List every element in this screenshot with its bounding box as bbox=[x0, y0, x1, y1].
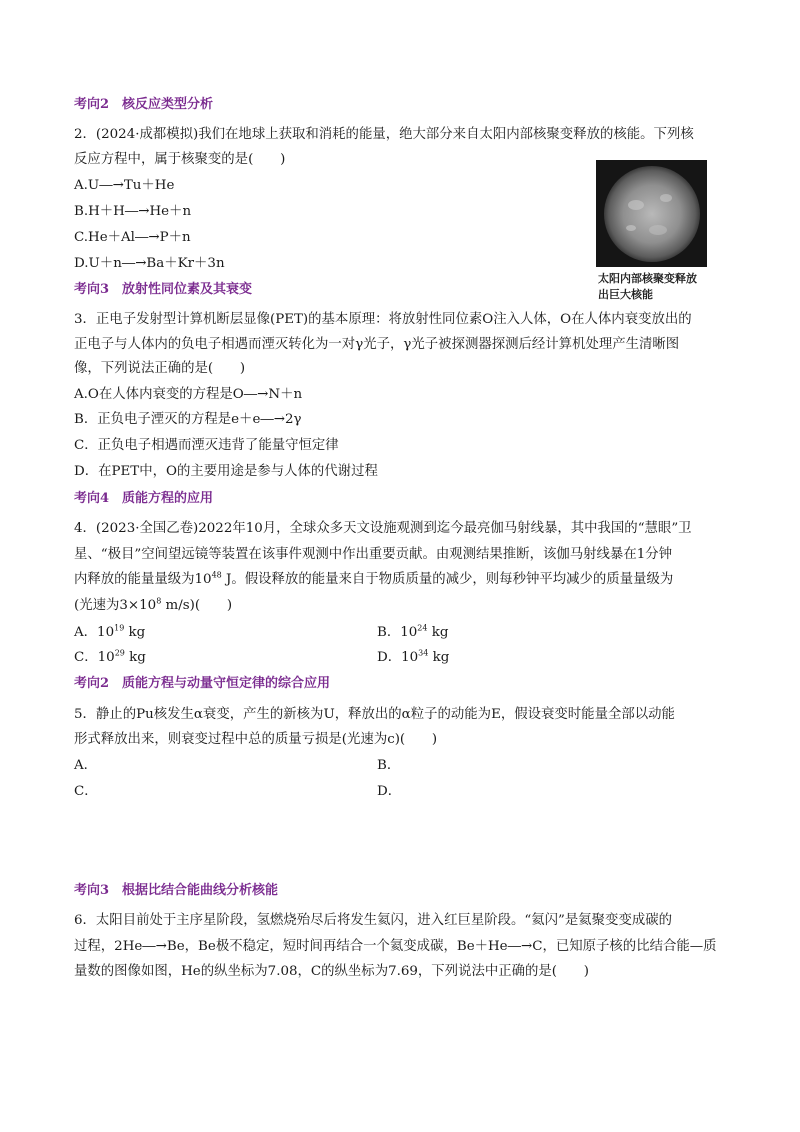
q2-option-a: A.U―→Tu＋He bbox=[74, 178, 175, 193]
sun-caption bbox=[598, 271, 697, 303]
q5-stem-line1: 5．静止的Pu核发生α衰变，产生的新核为U，释放出的α粒子的动能为E，假设衰变时能量全部以动能 bbox=[74, 707, 675, 722]
q4-option-a: A．$10^{19}$ kg bbox=[74, 623, 146, 640]
section-heading: 考向2 核反应类型分析 bbox=[74, 97, 214, 112]
q6-stem-line1: 6．太阳目前处于主序星阶段，氢燃烧殆尽后将发生氦闪，进入红巨星阶段。“氦闪”是氦聚变变成碳的 bbox=[74, 913, 673, 928]
section-heading: 考向4 质能方程的应用 bbox=[74, 491, 214, 506]
q4-stem-line2: 星、“极目”空间望远镜等装置在该事件观测中作出重要贡献。由观测结果推断，该伽马射线暴在1分钟 bbox=[74, 547, 673, 562]
q3-option-a: A.O在人体内衰变的方程是O―→N＋n bbox=[74, 387, 303, 402]
caption-line1: 太阳内部核聚变释放 bbox=[598, 272, 697, 285]
q3-stem-line3: 像，下列说法正确的是( ) bbox=[74, 361, 246, 376]
q3-option-c: C．正负电子相遇而湮灭违背了能量守恒定律 bbox=[74, 438, 339, 453]
q3-option-b: B．正负电子湮灭的方程是e＋e―→2γ bbox=[74, 412, 302, 427]
q3-stem-line2: 正电子与人体内的负电子相遇而湮灭转化为一对γ光子，γ光子被探测器探测后经计算机处理产生清晰图 bbox=[74, 337, 680, 352]
caption-line2: 出巨大核能 bbox=[598, 288, 653, 301]
sun-image bbox=[596, 160, 707, 267]
q6-stem-line2: 过程，2He―→Be，Be极不稳定，短时间再结合一个氦变成碳，Be＋He―→C，已知原子核的比结合能—质 bbox=[74, 939, 717, 954]
q4-option-b: B．$10^{24}$ kg bbox=[377, 623, 449, 640]
q2-option-d: D.U＋n―→Ba＋Kr＋3n bbox=[74, 256, 225, 271]
q2-option-c: C.He＋Al―→P＋n bbox=[74, 230, 191, 245]
q5-option-c: C． bbox=[74, 784, 98, 799]
section-heading: 考向2 质能方程与动量守恒定律的综合应用 bbox=[74, 676, 331, 691]
q3-option-d: D．在PET中，O的主要用途是参与人体的代谢过程 bbox=[74, 464, 378, 479]
q3-stem-line1: 3．正电子发射型计算机断层显像(PET)的基本原理：将放射性同位素O注入人体，O在人体内衰变放出的 bbox=[74, 312, 692, 327]
q5-option-b: B． bbox=[377, 758, 401, 773]
q5-option-a: A． bbox=[74, 758, 98, 773]
q4-stem-line1: 4．(2023·全国乙卷)2022年10月，全球众多天文设施观测到迄今最亮伽马射线暴，其中我国的“慧眼”卫 bbox=[74, 521, 692, 536]
q4-stem-line3: 内释放的能量量级为$10^{48}$ J。假设释放的能量来自于物质质量的减少，则每秒钟平均减少的质量量级为 bbox=[74, 570, 674, 587]
q4-option-d: D．$10^{34}$ kg bbox=[377, 648, 450, 665]
q2-stem-line2: 反应方程中，属于核聚变的是( ) bbox=[74, 152, 286, 167]
section-heading: 考向3 放射性同位素及其衰变 bbox=[74, 282, 253, 297]
q4-option-c: C．$10^{29}$ kg bbox=[74, 648, 146, 665]
q2-option-b: B.H＋H―→He＋n bbox=[74, 204, 192, 219]
q5-stem-line2: 形式释放出来，则衰变过程中总的质量亏损是(光速为c)( ) bbox=[74, 732, 438, 747]
q4-stem-line4: (光速为$3\times 10^8$ m/s)( ) bbox=[74, 596, 233, 613]
section-heading: 考向3 根据比结合能曲线分析核能 bbox=[74, 883, 279, 898]
q5-option-d: D． bbox=[377, 784, 402, 799]
q6-stem-line3: 量数的图像如图，He的纵坐标为7.08，C的纵坐标为7.69，下列说法中正确的是( ) bbox=[74, 964, 590, 979]
q2-stem-line1: 2．(2024·成都模拟)我们在地球上获取和消耗的能量，绝大部分来自太阳内部核聚变释放的核能。下列核 bbox=[74, 127, 694, 142]
